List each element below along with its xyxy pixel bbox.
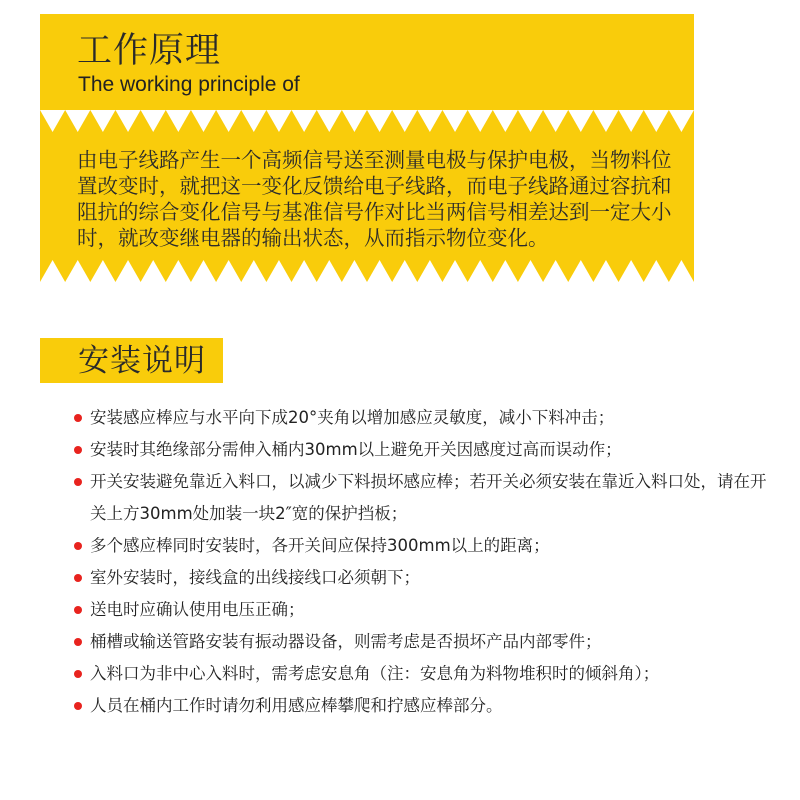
- zigzag-tooth: [266, 260, 291, 282]
- zigzag-tooth: [90, 260, 115, 282]
- zigzag-tooth: [342, 110, 367, 132]
- installation-banner: [40, 338, 223, 383]
- zigzag-tooth: [115, 260, 140, 282]
- zigzag-tooth: [166, 260, 191, 282]
- list-item-text: 安装时其绝缘部分需伸入桶内30mm以上避免开关因感度过高而误动作；: [90, 440, 622, 459]
- bullet-icon: [74, 670, 82, 678]
- zigzag-tooth: [568, 110, 593, 132]
- zigzag-tooth: [468, 260, 493, 282]
- list-item: [74, 530, 774, 562]
- list-item: [74, 658, 774, 690]
- zigzag-tooth: [543, 260, 568, 282]
- zigzag-tooth: [417, 260, 442, 282]
- zigzag-tooth: [216, 110, 241, 132]
- zigzag-tooth: [593, 260, 618, 282]
- zigzag-tooth: [417, 110, 442, 132]
- zigzag-tooth: [65, 260, 90, 282]
- zigzag-tooth: [166, 110, 191, 132]
- list-item-text: 送电时应确认使用电压正确；: [90, 600, 305, 619]
- list-item: [74, 594, 774, 626]
- zigzag-tooth: [593, 110, 618, 132]
- zigzag-tooth: [292, 110, 317, 132]
- zigzag-tooth: [216, 260, 241, 282]
- list-item-text: 入料口为非中心入料时，需考虑安息角（注：安息角为料物堆积时的倾斜角）；: [90, 664, 660, 683]
- list-item: [74, 690, 774, 722]
- zigzag-tooth: [442, 110, 467, 132]
- zigzag-tooth: [392, 260, 417, 282]
- installation-list: [74, 402, 774, 722]
- installation-title: 安装说明: [78, 343, 206, 379]
- list-item: [74, 402, 774, 434]
- zigzag-tooth: [493, 110, 518, 132]
- list-item: [74, 626, 774, 658]
- list-item-text: 安装感应棒应与水平向下成20°夹角以增加感应灵敏度，减小下料冲击；: [90, 408, 615, 427]
- principle-title: 工作原理: [77, 31, 222, 71]
- zigzag-divider-bottom: [40, 260, 694, 282]
- bullet-icon: [74, 574, 82, 582]
- zigzag-tooth: [644, 260, 669, 282]
- zigzag-tooth: [619, 110, 644, 132]
- zigzag-tooth: [241, 260, 266, 282]
- bullet-icon: [74, 446, 82, 454]
- bullet-icon: [74, 702, 82, 710]
- zigzag-tooth: [568, 260, 593, 282]
- zigzag-tooth: [518, 110, 543, 132]
- list-item-text: 室外安装时，接线盒的出线接线口必须朝下；: [90, 568, 420, 587]
- principle-subtitle: The working principle of: [78, 73, 300, 96]
- list-item-text: 开关安装避免靠近入料口，以减少下料损坏感应棒；若开关必须安装在靠近入料口处，请在开关上方30mm处加装一块2″宽的保护挡板；: [90, 472, 767, 523]
- zigzag-tooth: [65, 110, 90, 132]
- zigzag-tooth: [317, 110, 342, 132]
- bullet-icon: [74, 638, 82, 646]
- zigzag-tooth: [141, 110, 166, 132]
- zigzag-tooth: [266, 110, 291, 132]
- zigzag-tooth: [543, 110, 568, 132]
- zigzag-tooth: [669, 260, 694, 282]
- list-item-text: 多个感应棒同时安装时，各开关间应保持300mm以上的距离；: [90, 536, 550, 555]
- bullet-icon: [74, 478, 82, 486]
- zigzag-tooth: [367, 260, 392, 282]
- list-item-text: 桶槽或输送管路安装有振动器设备，则需考虑是否损坏产品内部零件；: [90, 632, 602, 651]
- zigzag-tooth: [317, 260, 342, 282]
- zigzag-tooth: [90, 110, 115, 132]
- zigzag-tooth: [442, 260, 467, 282]
- principle-description: 由电子线路产生一个高频信号送至测量电极与保护电极，当物料位置改变时，就把这一变化反馈给电子线路，而电子线路通过容抗和阻抗的综合变化信号与基准信号作对比当两信号相差达到一定大小时，就改变继电器的输出状态，从而指示物位变化。: [77, 148, 672, 250]
- list-item: [74, 562, 774, 594]
- zigzag-tooth: [292, 260, 317, 282]
- bullet-icon: [74, 414, 82, 422]
- zigzag-tooth: [367, 110, 392, 132]
- list-item: [74, 434, 774, 466]
- zigzag-tooth: [141, 260, 166, 282]
- zigzag-tooth: [191, 260, 216, 282]
- zigzag-tooth: [191, 110, 216, 132]
- zigzag-divider-top: [40, 110, 694, 132]
- zigzag-tooth: [644, 110, 669, 132]
- bullet-icon: [74, 606, 82, 614]
- zigzag-tooth: [518, 260, 543, 282]
- list-item: [74, 466, 774, 530]
- zigzag-tooth: [115, 110, 140, 132]
- zigzag-tooth: [468, 110, 493, 132]
- zigzag-tooth: [342, 260, 367, 282]
- list-item-text: 人员在桶内工作时请勿利用感应棒攀爬和拧感应棒部分。: [90, 696, 503, 715]
- bullet-icon: [74, 542, 82, 550]
- zigzag-tooth: [40, 260, 65, 282]
- zigzag-tooth: [241, 110, 266, 132]
- zigzag-tooth: [669, 110, 694, 132]
- zigzag-tooth: [619, 260, 644, 282]
- zigzag-tooth: [40, 110, 65, 132]
- working-principle-panel: [40, 14, 694, 282]
- zigzag-tooth: [493, 260, 518, 282]
- zigzag-tooth: [392, 110, 417, 132]
